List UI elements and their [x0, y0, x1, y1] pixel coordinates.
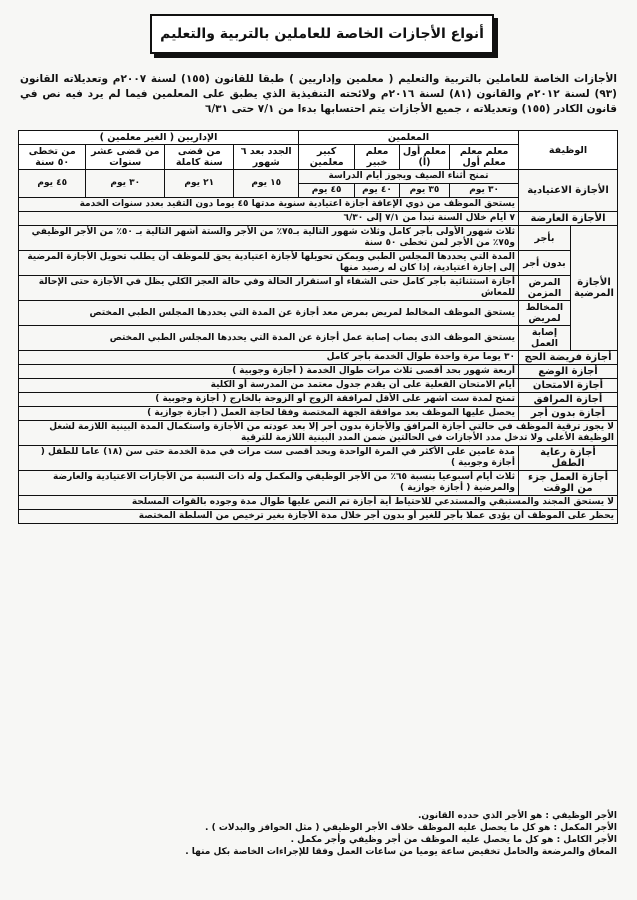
casual-label: الأجازة العارضة — [519, 212, 618, 226]
childcare-text: مدة عامين على الأكثر في المرة الواحدة وبحد أقصى ست مرات في مدة الخدمة حتى سن (١٨) عاما للطفل ( أجازة وجوبية ) — [19, 446, 519, 471]
casual-text: ٧ أيام خلال السنة تبدأ من ٧/١ إلى ٦/٣٠ — [19, 212, 519, 226]
annual-days: ٤٥ يوم — [299, 184, 355, 198]
exam-label: أجازة الامتحان — [519, 379, 618, 393]
contact-text: يستحق الموظف المخالط لمريض بمرض معد أجازة عن المدة التي يحددها المجلس الطبي المختص — [19, 301, 519, 326]
childcare-label: أجازة رعاية الطفل — [519, 446, 618, 471]
annual-days: ١٥ يوم — [234, 170, 299, 198]
contact-label: المخالط لمريض — [519, 301, 571, 326]
table-row — [19, 326, 618, 351]
table-row — [19, 212, 618, 226]
parttime-text: ثلاث أيام أسبوعيا بنسبة ٦٥٪ من الأجر الوظيفي والمكمل وله ذات النسبة من الأجازات الاعتيادية والعارضة والمرضية ( أجازة جوازية ) — [19, 471, 519, 496]
maternity-text: أربعة شهور بحد أقصى ثلاث مرات طوال الخدمة ( أجازة وجوبية ) — [19, 365, 519, 379]
promotion-note: لا يجوز ترقية الموظف في حالتي أجازة المرافق والأجازة بدون أجر إلا بعد عودته من الأجازة واستكمال المدة البينية اللازمة لشغل الوظيفة الأعلى ولا تدخل مدد الأجازات في الحالتين ضمن المدد البينية اللازمة للترقية — [19, 421, 618, 446]
hajj-label: أجازة فريضة الحج — [519, 351, 618, 365]
table-row — [19, 379, 618, 393]
sick-unpaid-text: المدة التي يحددها المجلس الطبي ويمكن تحويلها لأجازة اعتيادية يحق للموظف أن يطلب تحويل الأجازة المرضية إلى إجازة اعتيادية، إذا كان له رصيد منها — [19, 251, 519, 276]
header-col: من تخطى ٥٠ سنة — [19, 145, 86, 170]
header-col: معلم خبير — [355, 145, 399, 170]
footer-line: المعاق والمرضعة والحامل تخفيض ساعة يوميا من ساعات العمل وفقا للإجراءات الخاصة بكل منها . — [185, 847, 617, 857]
sick-label: الأجازة المرضية — [571, 226, 618, 351]
table-row — [19, 496, 618, 510]
header-col: من قضى عشر سنوات — [86, 145, 165, 170]
footer-line: الأجر المكمل : هو كل ما يحصل عليه الموظف خلاف الأجر الوظيفي ( مثل الحوافز والبدلات ) . — [205, 823, 617, 833]
table-row — [19, 446, 618, 471]
table-row — [19, 226, 618, 251]
table-header-row — [19, 131, 618, 145]
table-row — [19, 301, 618, 326]
table-row — [19, 365, 618, 379]
sick-paid-text: ثلاث شهور الأولى بأجر كامل وثلاث شهور التالية بـ٧٥٪ من الأجر والستة أشهر التالية بـ ٥٠٪ من الأجر الوظيفي و٧٥٪ من الأجر لمن تخطى ٥٠ سنة — [19, 226, 519, 251]
table-row — [19, 251, 618, 276]
table-row — [19, 510, 618, 524]
header-admins: الإداريين ( الغير معلمين ) — [19, 131, 299, 145]
definitions-footer — [20, 810, 617, 858]
footer-line: الأجر الكامل : هو كل ما يحصل عليه الموظف من أجر وظيفي وأجر مكمل . — [290, 835, 617, 845]
annual-extra: يستحق الموظف من ذوي الإعاقة أجازة اعتيادية سنوية مدتها ٤٥ يوما دون التقيد بعدد سنوات الخدمة — [19, 198, 519, 212]
annual-days: ٢١ يوم — [165, 170, 234, 198]
annual-note: تمنح أثناء الصيف ويجوز أيام الدراسة — [299, 170, 519, 184]
table-row — [19, 393, 618, 407]
header-teachers: المعلمين — [299, 131, 519, 145]
header-col: كبير معلمين — [299, 145, 355, 170]
chronic-label: المرض المزمن — [519, 276, 571, 301]
table-row — [19, 421, 618, 446]
footer-line: الأجر الوظيفي : هو الأجر الذي حدده القانون. — [418, 811, 617, 821]
injury-label: إصابة العمل — [519, 326, 571, 351]
annual-days: ٣٠ يوم — [450, 184, 519, 198]
sick-unpaid-label: بدون أجر — [519, 251, 571, 276]
document-title: أنواع الأجازات الخاصة للعاملين بالتربية والتعليم — [150, 14, 494, 54]
header-col: معلم معلم معلم أول — [450, 145, 519, 170]
table-row — [19, 351, 618, 365]
annual-days: ٣٥ يوم — [399, 184, 450, 198]
annual-days: ٣٠ يوم — [86, 170, 165, 198]
leaves-table — [18, 130, 618, 524]
table-row — [19, 170, 618, 184]
parttime-label: أجازة العمل جزء من الوقت — [519, 471, 618, 496]
recruit-note: لا يستحق المجند والمستبقي والمستدعي للاحتياط أية أجازة تم النص عليها طوال مدة وجوده بالقوات المسلحة — [19, 496, 618, 510]
intro-paragraph: الأجازات الخاصة للعاملين بالتربية والتعليم ( معلمين وإداريين ) طبقا للقانون (١٥٥) لسنة ٢٠٠٧م وتعديلاته القانون (٩٣) لسنة ٢٠١٢م والقانون (٨١) لسنة ٢٠١٦م ولائحته التنفيذية الذي يطبق على المعلمين فيما لم يرد فيه نص في قانون الكادر (١٥٥) وتعديلاته ، جميع الأجازات يتم احتسابها بدءا من ٧/١ حتى ٦/٣١ — [20, 73, 617, 115]
header-col: معلم أول (أ) — [399, 145, 450, 170]
maternity-label: أجازة الوضع — [519, 365, 618, 379]
escort-label: أجازة المرافق — [519, 393, 618, 407]
annual-days: ٤٠ يوم — [355, 184, 399, 198]
chronic-text: أجازة استثنائية بأجر كامل حتى الشفاء أو استقرار الحالة وفي حالة العجز الكلي يظل في الأجازة حتى الإحالة للمعاش — [19, 276, 519, 301]
exam-text: أيام الامتحان الفعلية على أن يقدم جدول معتمد من المدرسة أو الكلية — [19, 379, 519, 393]
table-row — [19, 471, 618, 496]
unpaid-label: أجازة بدون أجر — [519, 407, 618, 421]
header-col: من قضى سنة كاملة — [165, 145, 234, 170]
sick-paid-label: بأجر — [519, 226, 571, 251]
table-row — [19, 407, 618, 421]
unpaid-text: يحصل عليها الموظف بعد موافقة الجهة المختصة وفقا لحاجة العمل ( أجازة جوازية ) — [19, 407, 519, 421]
annual-label: الأجازة الاعتيادية — [519, 170, 618, 212]
escort-text: تمنح لمدة ست أشهر على الأقل لمرافقة الزوج أو الزوجة بالخارج ( أجازة وجوبية ) — [19, 393, 519, 407]
header-col: الجدد بعد ٦ شهور — [234, 145, 299, 170]
table-row — [19, 276, 618, 301]
header-job: الوظيفة — [519, 131, 618, 170]
injury-text: يستحق الموظف الذى يصاب إصابة عمل أجازة عن المدة التي يحددها المجلس الطبي المختص — [19, 326, 519, 351]
annual-days: ٤٥ يوم — [19, 170, 86, 198]
ban-note: يحظر على الموظف أن يؤدى عملا بأجر للغير أو بدون أجر خلال مدة الأجازة بغير ترخيص من السلطة المختصة — [19, 510, 618, 524]
hajj-text: ٣٠ يوما مرة واحدة طوال الخدمة بأجر كامل — [19, 351, 519, 365]
